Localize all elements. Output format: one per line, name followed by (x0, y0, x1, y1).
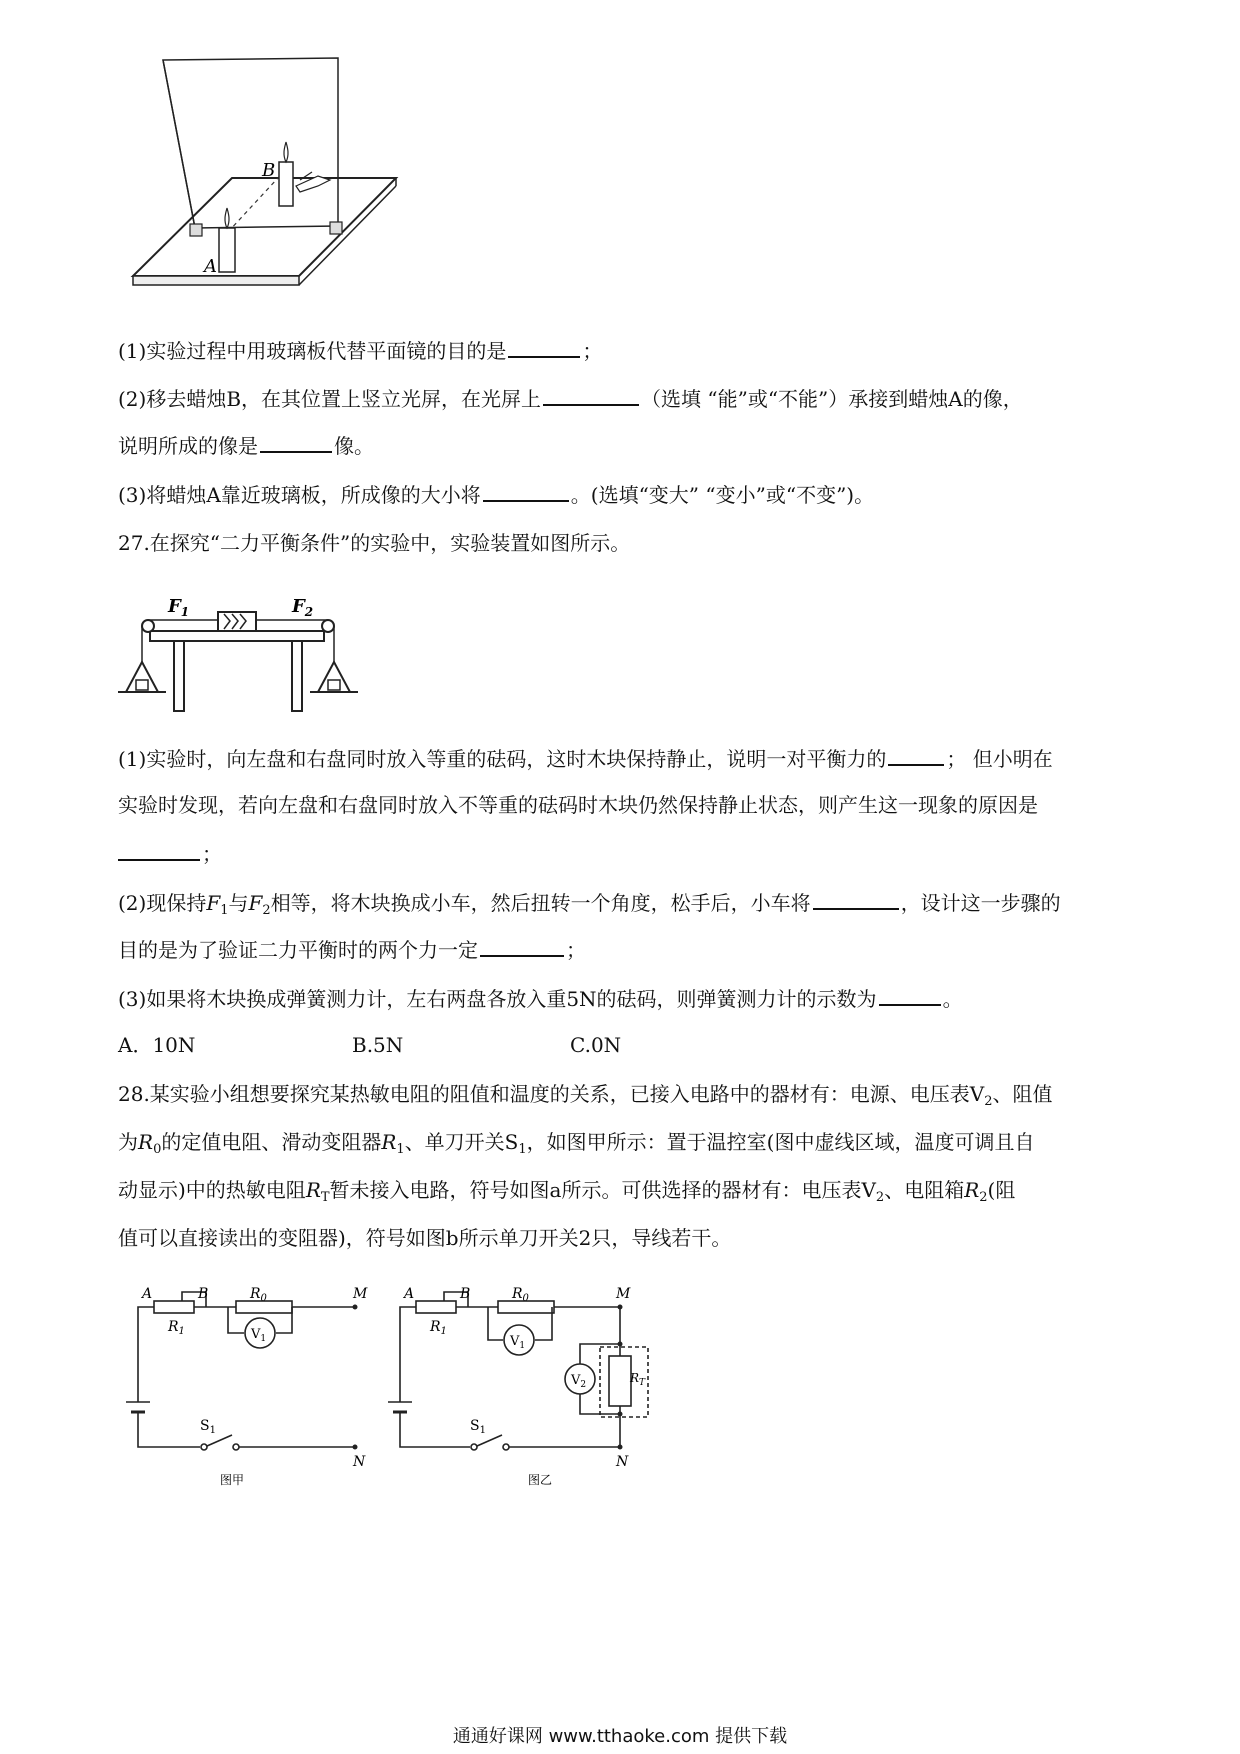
svg-text:V2: $V_2$ (571, 1373, 587, 1390)
option-a[interactable]: A．10N (118, 1033, 196, 1057)
q28-line1: 28.某实验小组想要探究某热敏电阻的阻值和温度的关系，已接入电路中的器材有：电源、电压表$V_2$、阻值 (118, 1082, 1053, 1109)
svg-text:N: N (616, 1454, 629, 1470)
svg-text:S1: $S_1$ (200, 1418, 216, 1436)
svg-text:R0: $R_0$ (250, 1286, 267, 1304)
option-b[interactable]: B.5N (352, 1033, 404, 1057)
svg-text:R1: $R_1$ (430, 1319, 447, 1337)
q27-p1-line3: ； (118, 839, 222, 868)
svg-text:R0: $R_0$ (512, 1286, 529, 1304)
candle-a-label: A (204, 256, 217, 277)
q28-line2: 为$R_0$的定值电阻、滑动变阻器$R_1$、单刀开关$S_1$，如图甲所示：置于温控室(图中虚线区域，温度可调且自 (118, 1130, 1035, 1157)
svg-text:R1: $R_1$ (168, 1319, 185, 1337)
svg-text:B: B (460, 1286, 471, 1302)
q26-p2-line2: 说明所成的像是 像。 (118, 431, 374, 460)
q27-intro: 27.在探究“二力平衡条件”的实验中，实验装置如图所示。 (118, 531, 631, 555)
svg-text:B: B (198, 1286, 209, 1302)
q26-p2-line1: (2)移去蜡烛B，在其位置上竖立光屏，在光屏上 （选填 “能”或“不能”）承接到蜡烛A的像， (118, 384, 1023, 413)
q27-p3: (3)如果将木块换成弹簧测力计，左右两盘各放入重5N的砝码，则弹簧测力计的示数为 。 (118, 984, 963, 1013)
svg-text:A: A (142, 1286, 153, 1302)
svg-text:V1: $V_1$ (251, 1327, 267, 1344)
option-c[interactable]: C.0N (570, 1033, 622, 1057)
f2-label: $F_2$ (292, 596, 314, 619)
svg-text:RT: $R_T$ (630, 1371, 646, 1388)
q27-p2-line2: 目的是为了验证二力平衡时的两个力一定 ； (118, 935, 586, 964)
q27-p1-line1: (1)实验时，向左盘和右盘同时放入等重的砝码，这时木块保持静止，说明一对平衡力的 ； 但小明在 (118, 744, 1053, 773)
svg-text:V1: $V_1$ (510, 1334, 526, 1351)
svg-text:A: A (404, 1286, 415, 1302)
page-footer: 通通好课网 www.tthaoke.com 提供下载 (452, 1726, 788, 1747)
q27-p1-line2: 实验时发现，若向左盘和右盘同时放入不等重的砝码时木块仍然保持静止状态，则产生这一现象的原因是 (118, 793, 1038, 817)
q26-p3: (3)将蜡烛A靠近玻璃板，所成像的大小将 。(选填“变大” “变小”或“不变”)。 (118, 480, 874, 509)
svg-text:图甲: 图甲 (220, 1473, 245, 1487)
svg-text:M: M (353, 1286, 368, 1302)
svg-text:M: M (616, 1286, 631, 1302)
candle-b-label: B (262, 160, 276, 181)
svg-text:S1: $S_1$ (470, 1418, 486, 1436)
f1-label: $F_1$ (168, 596, 190, 619)
svg-text:图乙: 图乙 (528, 1473, 553, 1487)
q28-line3: 动显示)中的热敏电阻$R_T$暂未接入电路，符号如图a所示。可供选择的器材有：电压表$V_2$、电阻箱$R_2$(阻 (118, 1178, 1016, 1205)
q26-p1: (1)实验过程中用玻璃板代替平面镜的目的是 ； (118, 336, 602, 365)
q27-p2-line1: (2)现保持$F_1$与$F_2$相等，将木块换成小车，然后扭转一个角度，松手后，小车将 ，设计这一步骤的 (118, 888, 1061, 925)
q28-line4: 值可以直接读出的变阻器)，符号如图b所示单刀开关2只，导线若干。 (118, 1226, 732, 1250)
svg-text:N: N (353, 1454, 366, 1470)
